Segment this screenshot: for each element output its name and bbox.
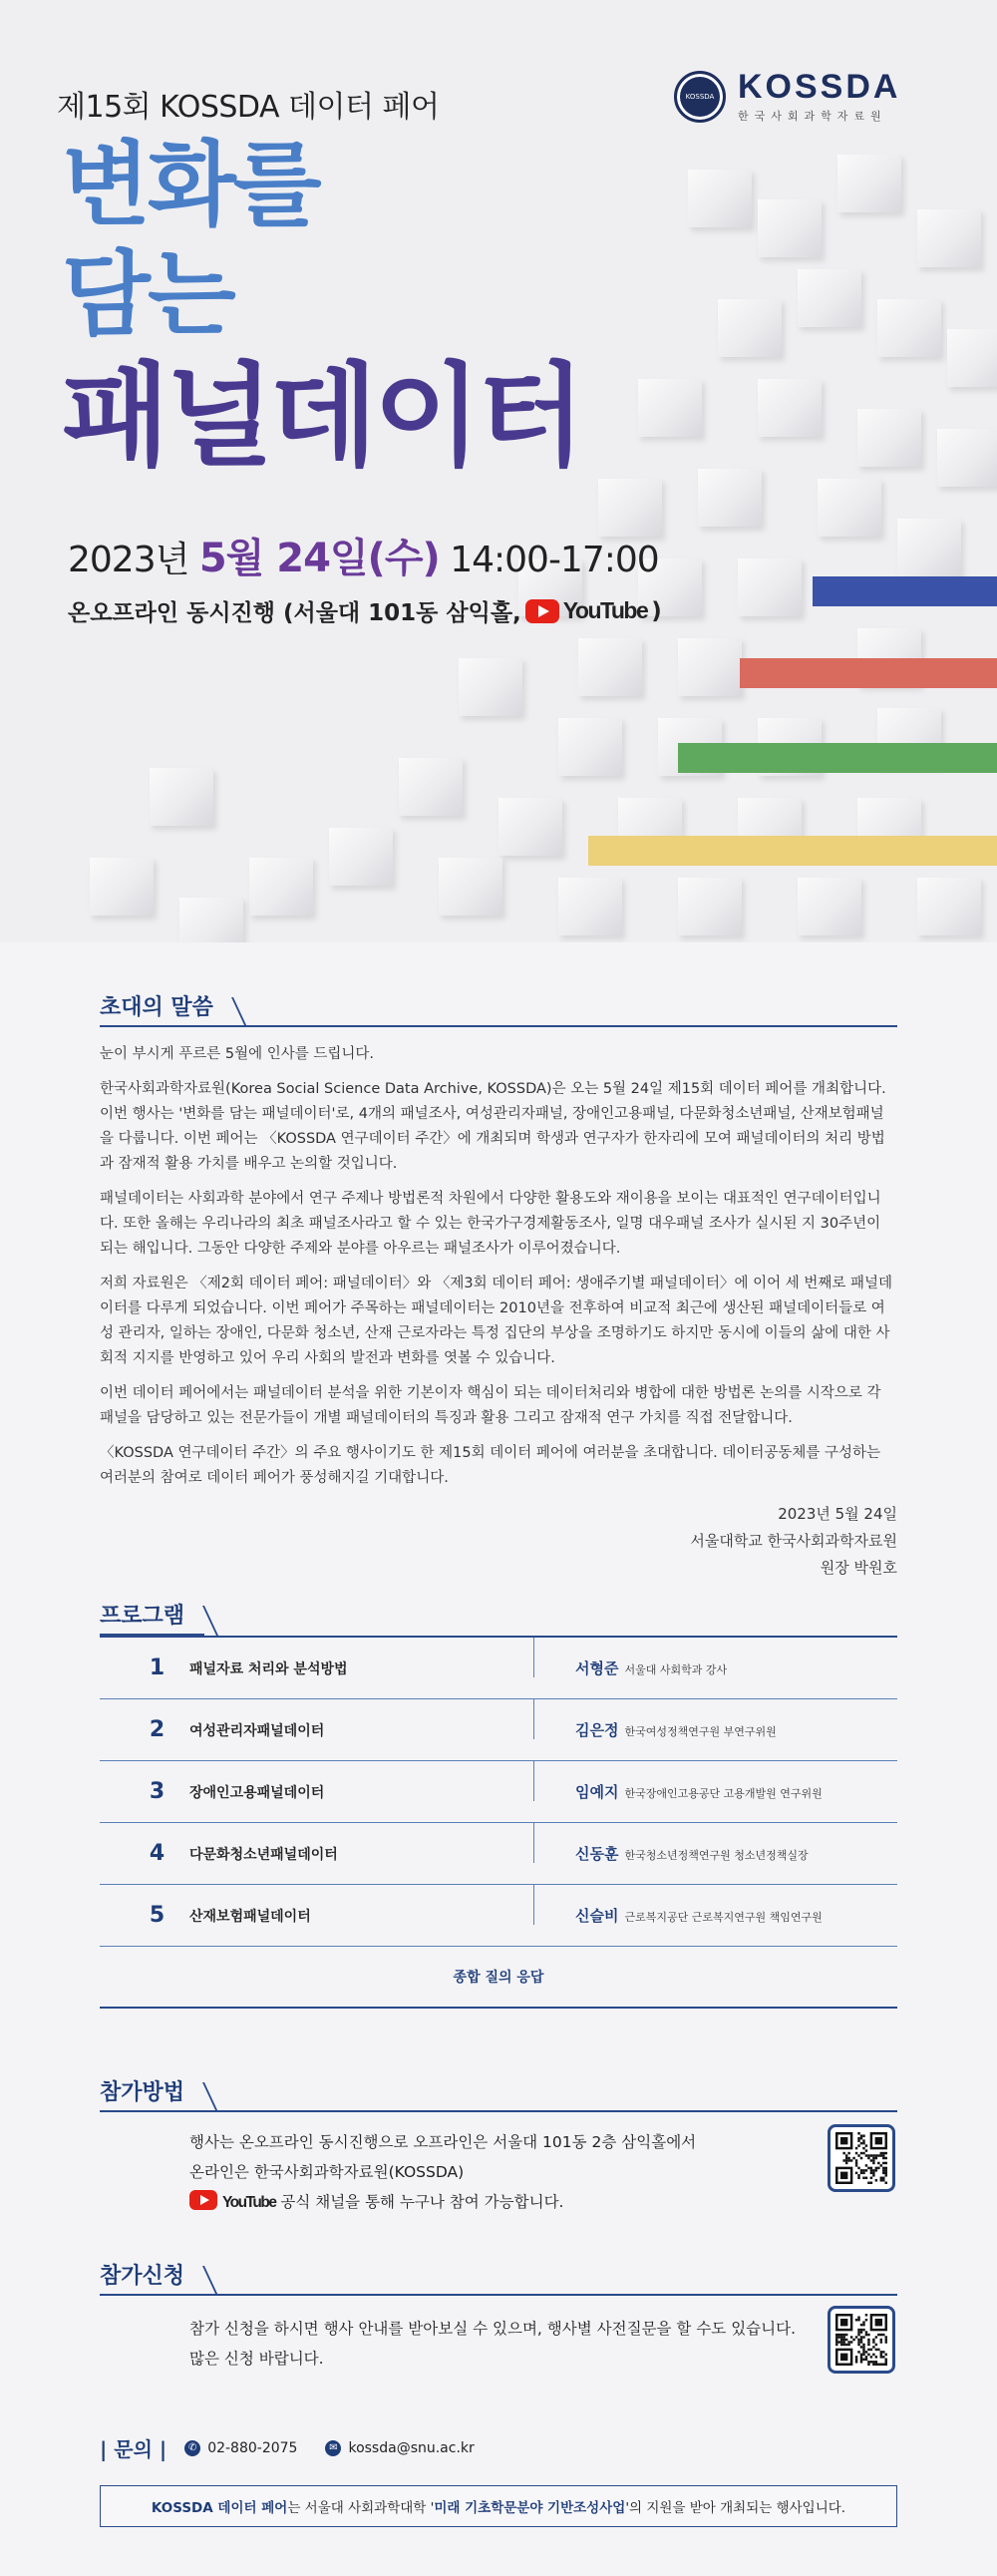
date-time: 14:00-17:00	[439, 540, 659, 580]
decorative-cube	[718, 299, 782, 357]
program-row	[100, 1823, 897, 1885]
speaker-name: 김은정	[575, 1721, 619, 1739]
decorative-cube	[90, 858, 154, 916]
sign-org: 서울대학교 한국사회과학자료원	[690, 1532, 897, 1550]
program-speaker	[533, 1781, 823, 1802]
speaker-name: 임예지	[575, 1783, 619, 1801]
decorative-cube	[698, 469, 762, 527]
registration-line2: 많은 신청 바랍니다.	[189, 2350, 324, 2368]
event-date	[68, 527, 659, 583]
registration-heading-bar	[100, 2256, 897, 2296]
program-number: 3	[149, 1779, 166, 1804]
venue-end: )	[651, 597, 662, 624]
participation-line2: 온라인은 한국사회과학자료원(KOSSDA)	[189, 2163, 465, 2181]
university-seal-icon	[674, 71, 726, 123]
program-row	[100, 1761, 897, 1823]
decorative-cube	[558, 718, 622, 776]
decorative-cube	[798, 878, 861, 935]
speaker-affiliation: 서울대 사회학과 강사	[624, 1663, 728, 1676]
program-table	[100, 1636, 897, 2009]
mail-icon: ✉	[325, 2440, 341, 2456]
footer-project: 미래 기초학문분야 기반조성사업	[434, 2500, 626, 2516]
stripe-blue	[813, 576, 997, 606]
phone-icon: ✆	[184, 2440, 200, 2456]
participation-heading-bar	[100, 2072, 897, 2112]
event-subtitle: 제15회 KOSSDA 데이터 페어	[57, 90, 440, 125]
decorative-cube	[738, 558, 802, 616]
program-number: 2	[149, 1717, 166, 1742]
youtube-label: YouTube	[562, 597, 648, 623]
footer-text-1: 는 서울대 사회과학대학 '	[287, 2500, 435, 2516]
invitation-heading: 초대의 말씀	[100, 990, 233, 1027]
speaker-affiliation: 한국여성정책연구원 부연구위원	[624, 1725, 777, 1738]
seal-text: KOSSDA	[685, 93, 715, 101]
qr-code-icon	[835, 2314, 887, 2366]
decorative-cube	[678, 638, 742, 696]
program-number: 1	[149, 1656, 166, 1680]
program-title: 패널자료 처리와 분석방법	[189, 1660, 348, 1677]
letter-paragraph: 패널데이터는 사회과학 분야에서 연구 주제나 방법론적 차원에서 다양한 활용도와 재이용을 보이는 대표적인 연구데이터입니다. 또한 올해는 우리나라의 최초 패널조사라고 할 수 있는 한국가구경제활동조사, 일명 대우패널 조사가 실시된 지 30주년이 되는 해입니다. 그동안 다양한 주제와 분야를 아우르는 패널조사가 이루어졌습니다.	[100, 1191, 881, 1257]
decorative-cube	[399, 758, 463, 816]
kossda-logo	[674, 70, 900, 124]
speaker-affiliation: 근로복지공단 근로복지연구원 책임연구원	[624, 1911, 823, 1924]
decorative-cube	[897, 519, 961, 576]
contact-email[interactable]	[325, 2440, 474, 2456]
participation-section	[100, 2072, 897, 2112]
footer-text-2: '의 지원을 받아 개최되는 행사입니다.	[625, 2500, 846, 2516]
stripe-yellow	[588, 836, 997, 866]
program-speaker	[533, 1657, 727, 1678]
speaker-name: 신동훈	[575, 1845, 619, 1863]
decorative-cube	[837, 155, 901, 212]
program-divider	[533, 1699, 534, 1739]
stripe-red	[740, 658, 997, 688]
logo-org: 한국사회과학자료원	[738, 110, 887, 123]
registration-heading: 참가신청	[100, 2259, 204, 2296]
invitation-letter	[100, 1042, 897, 1501]
contact-bar	[100, 2433, 502, 2462]
letter-paragraph: 이번 데이터 페어에서는 패널데이터 분석을 위한 기본이자 핵심이 되는 데이터처리와 병합에 대한 방법론 논의를 시작으로 각 패널을 담당하고 있는 전문가들이 개별 패널데이터의 특징과 활용 그리고 잠재적 연구 가치를 직접 전달합니다.	[100, 1385, 881, 1426]
contact-label: | 문의 |	[100, 2437, 167, 2461]
program-number: 4	[149, 1841, 166, 1866]
youtube-icon	[189, 2190, 217, 2210]
decorative-cube	[179, 898, 243, 942]
decorative-cube	[329, 828, 393, 886]
program-divider	[533, 1823, 534, 1863]
decorative-cube	[917, 878, 981, 935]
invitation-section	[100, 987, 897, 1027]
decorative-cube	[150, 768, 213, 826]
hero-banner	[0, 0, 997, 942]
registration-text	[189, 2314, 796, 2374]
stripe-green	[678, 743, 997, 773]
decorative-cube	[877, 299, 941, 357]
program-row	[100, 1699, 897, 1761]
letter-paragraph: 저희 자료원은 〈제2회 데이터 페어: 패널데이터〉와 〈제3회 데이터 페어: 생애주기별 패널데이터〉에 이어 세 번째로 패널데이터를 다루게 되었습니다. 이번 페어가 주목하는 패널데이터는 2010년을 전후하여 비교적 최근에 생산된 패널데이터들로 여성 관리자, 일하는 장애인, 다문화 청소년, 산재 근로자라는 특정 집단의 부상을 조명하기도 하지만 동시에 이들의 삶에 대한 사회적 지지를 반영하고 있어 우리 사회의 발전과 변화를 엿볼 수 있습니다.	[100, 1276, 893, 1366]
program-section	[100, 1594, 897, 1634]
footer-event: KOSSDA 데이터 페어	[151, 2500, 288, 2516]
decorative-cube	[578, 638, 642, 696]
sign-name: 원장 박원호	[820, 1559, 897, 1577]
decorative-cube	[917, 209, 981, 267]
decorative-cube	[818, 479, 881, 537]
program-speaker	[533, 1719, 777, 1740]
hero-title-line2: 담는	[62, 241, 233, 348]
registration-line1: 참가 신청을 하시면 행사 안내를 받아보실 수 있으며, 행사별 사전질문을 할 수도 있습니다.	[189, 2320, 797, 2338]
participation-text	[189, 2127, 696, 2218]
decorative-cube	[459, 658, 522, 716]
program-heading-bar	[100, 1594, 897, 1634]
date-prefix: 2023년	[68, 540, 199, 580]
decorative-cube	[937, 429, 997, 487]
decorative-cube	[947, 329, 997, 387]
program-divider	[533, 1885, 534, 1925]
program-title: 다문화청소년패널데이터	[189, 1846, 338, 1863]
participation-line3	[189, 2187, 696, 2218]
decorative-cube	[498, 798, 562, 856]
decorative-cube	[857, 409, 921, 467]
program-speaker	[533, 1905, 823, 1926]
logo-name: KOSSDA	[738, 68, 901, 106]
decorative-cube	[558, 878, 622, 935]
decorative-cube	[678, 878, 742, 935]
hero-title-line3: 패널데이터	[62, 352, 581, 482]
program-title: 여성관리자패널데이터	[189, 1722, 325, 1739]
program-speaker	[533, 1843, 809, 1864]
participation-line3-text: 공식 채널을 통해 누구나 참여 가능합니다.	[275, 2193, 564, 2211]
decorative-cube	[688, 170, 752, 227]
qr-code-icon	[835, 2132, 887, 2184]
registration-qr-code[interactable]	[828, 2306, 895, 2374]
speaker-name: 서형준	[575, 1659, 619, 1677]
youtube-label: YouTube	[221, 2194, 276, 2211]
signature-block	[690, 1501, 897, 1582]
contact-phone[interactable]	[184, 2440, 297, 2456]
speaker-affiliation: 한국장애인고용공단 고용개발원 연구위원	[624, 1787, 823, 1800]
hero-title-line1: 변화를	[62, 132, 319, 238]
letter-paragraph: 〈KOSSDA 연구데이터 주간〉의 주요 행사이기도 한 제15회 데이터 페어에 여러분을 초대합니다. 데이터공동체를 구성하는 여러분의 참여로 데이터 페어가 풍성해지길 기대합니다.	[100, 1445, 881, 1486]
decorative-cube	[758, 379, 822, 437]
letter-paragraph: 눈이 부시게 푸르른 5월에 인사를 드립니다.	[100, 1046, 374, 1062]
sponsor-footer	[100, 2485, 897, 2527]
program-divider	[533, 1638, 534, 1677]
program-divider	[533, 1761, 534, 1801]
participation-qr-code[interactable]	[828, 2124, 895, 2192]
speaker-name: 신슬비	[575, 1907, 619, 1925]
registration-section	[100, 2256, 897, 2296]
decorative-cube	[249, 858, 313, 916]
participation-heading: 참가방법	[100, 2075, 204, 2112]
venue-text: 온오프라인 동시진행 (서울대 101동 삼익홀,	[68, 600, 521, 626]
program-qa-row: 종합 질의 응답	[100, 1947, 897, 2009]
program-title: 산재보험패널데이터	[189, 1908, 311, 1925]
decorative-cube	[758, 199, 822, 257]
program-row	[100, 1885, 897, 1947]
decorative-cube	[798, 269, 861, 327]
decorative-cube	[638, 379, 702, 437]
youtube-icon	[525, 599, 559, 623]
date-highlight: 5월 24일(수)	[198, 536, 440, 581]
letter-paragraph: 한국사회과학자료원(Korea Social Science Data Archive, KOSSDA)은 오는 5월 24일 제15회 데이터 페어를 개최합니다. 이번 행사는 '변화를 담는 패널데이터'로, 4개의 패널조사, 여성관리자패널, 장애인고용패널, 다문화청소년패널, 산재보험패널을 다룹니다. 이번 페어는 〈KOSSDA 연구데이터 주간〉에 개최되며 학생과 연구자가 한자리에 모여 패널데이터의 처리 방법과 잠재적 활용 가치를 배우고 논의할 것입니다.	[100, 1081, 886, 1172]
participation-line1: 행사는 온오프라인 동시진행으로 오프라인은 서울대 101동 2층 삼익홀에서	[189, 2133, 697, 2151]
program-title: 장애인고용패널데이터	[189, 1784, 325, 1801]
program-number: 5	[149, 1903, 166, 1928]
event-venue	[68, 594, 662, 627]
email-address: kossda@snu.ac.kr	[348, 2439, 475, 2456]
decorative-cube	[439, 858, 502, 916]
program-heading: 프로그램	[100, 1599, 204, 1636]
invitation-heading-bar	[100, 987, 897, 1027]
program-row	[100, 1638, 897, 1699]
phone-number: 02-880-2075	[207, 2439, 298, 2456]
sign-date: 2023년 5월 24일	[778, 1505, 897, 1523]
speaker-affiliation: 한국청소년정책연구원 청소년정책실장	[624, 1849, 809, 1862]
